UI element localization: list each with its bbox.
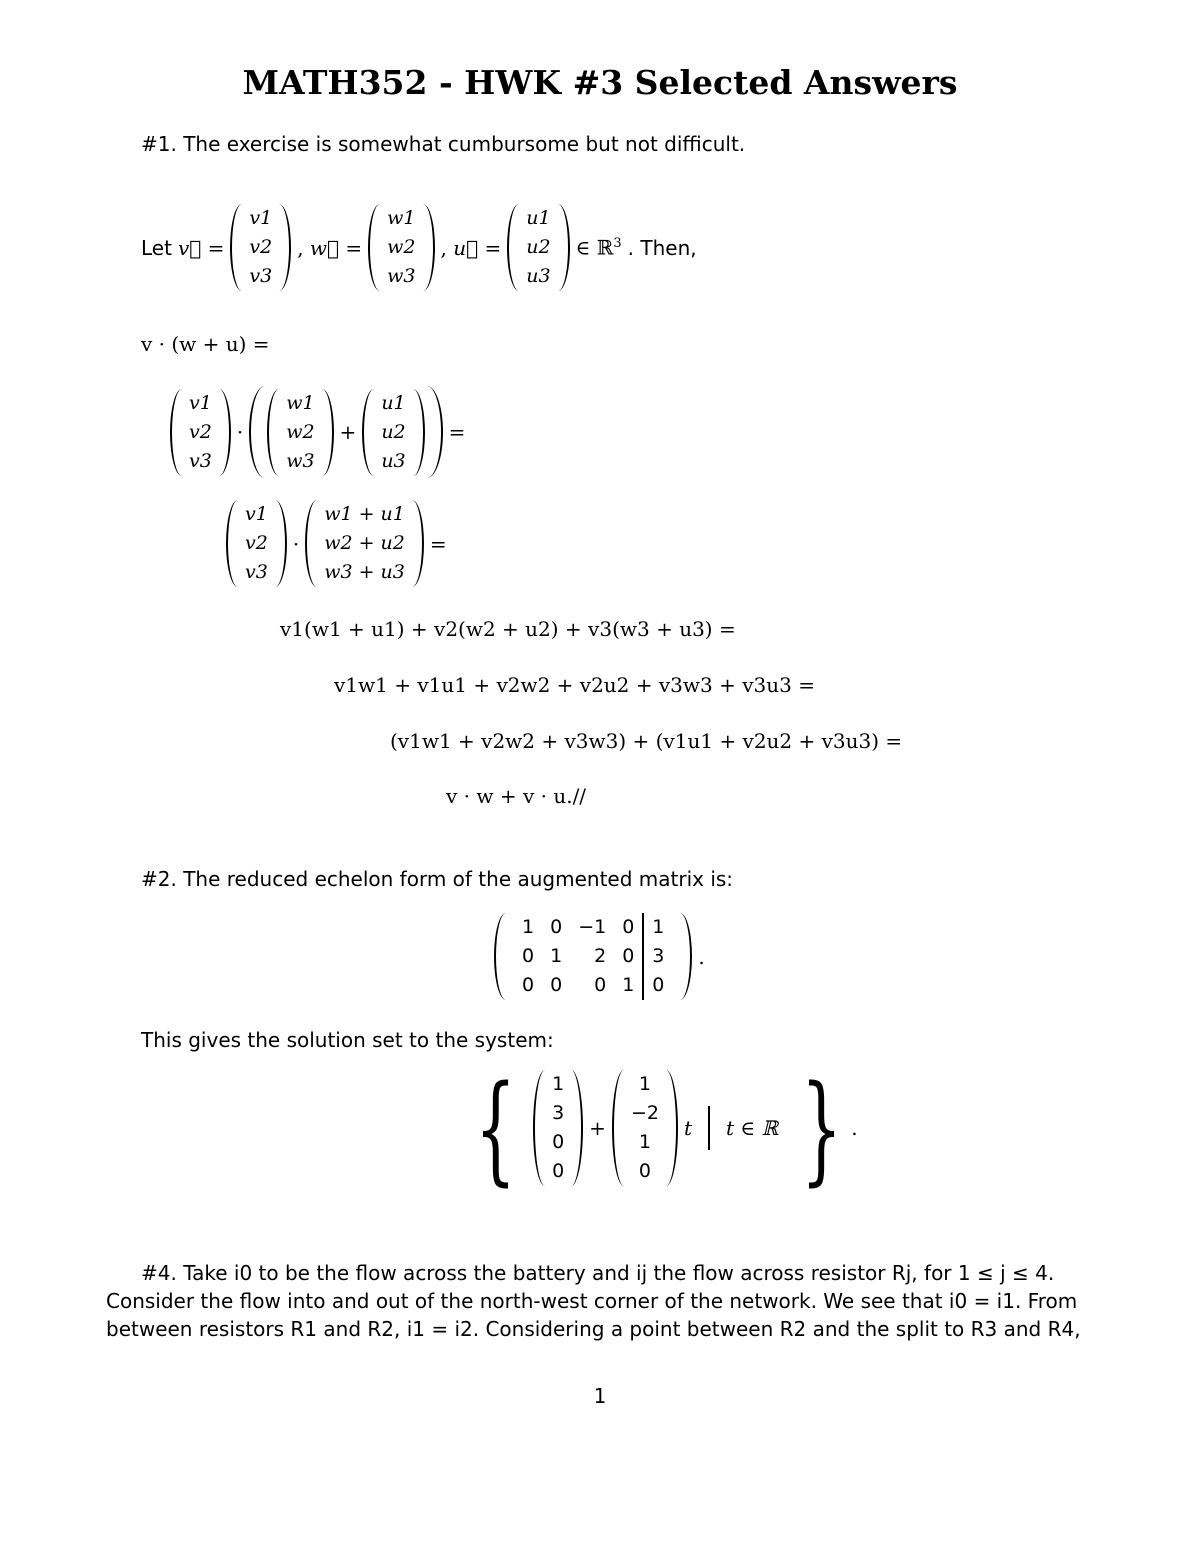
v-equals: v⃗ =: [177, 235, 225, 260]
problem-4-text-1: Take i0 to be the flow across the battery and ij the flow across resistor Rj, for 1 ≤ j ≤ 4.: [183, 1261, 1055, 1285]
u-equals: , u⃗ =: [440, 235, 502, 260]
sum-entry: w3 + u3: [324, 561, 405, 583]
vector-w: [267, 389, 333, 476]
equals: =: [429, 531, 447, 556]
v-entry: v3: [189, 449, 212, 472]
matrix-cell: 1: [522, 916, 535, 938]
w-entry: w3: [286, 449, 315, 472]
u-entry: u3: [381, 449, 406, 472]
vector-v: [170, 389, 231, 476]
page-number: 1: [593, 1384, 607, 1408]
problem-2-label: #2.: [141, 867, 177, 891]
matrix-cell: 0: [550, 974, 563, 996]
such-that-bar: [708, 1106, 710, 1150]
matrix-cell: 0: [642, 971, 672, 1000]
vector-v: [230, 204, 291, 291]
step-3: v1(w1 + u1) + v2(w2 + u2) + v3(w3 + u3) =: [280, 617, 736, 641]
v-entry: v2: [189, 420, 212, 443]
matrix-cell: 1: [550, 945, 563, 967]
matrix-cell: 2: [594, 945, 607, 967]
equals: =: [448, 420, 466, 444]
solution-vector-2: [612, 1070, 678, 1186]
vec-entry: 3: [552, 1102, 565, 1124]
vec-entry: 0: [552, 1160, 565, 1182]
matrix-cell: 0: [622, 916, 635, 938]
v-entry: v1: [189, 391, 212, 414]
vector-w: [368, 204, 434, 291]
period: .: [698, 944, 705, 969]
vector-v: [226, 500, 287, 587]
vector-definitions: [141, 204, 697, 291]
matrix-cell: 0: [522, 974, 535, 996]
v-entry: v1: [245, 503, 268, 525]
left-brace: {: [474, 1059, 517, 1197]
dot-product-line: v · (w + u) =: [141, 332, 270, 356]
sum-entry: w2 + u2: [324, 532, 405, 554]
vec-entry: 1: [552, 1073, 565, 1095]
problem-4-line-1: [141, 1263, 1054, 1283]
w-entry: w2: [286, 420, 315, 443]
vec-entry: −2: [630, 1102, 659, 1124]
matrix-cell: −1: [578, 916, 607, 938]
sum-entry: w1 + u1: [324, 503, 405, 525]
matrix-cell: 0: [550, 916, 563, 938]
matrix-cell: 0: [594, 974, 607, 996]
vector-u: [507, 204, 569, 291]
step-2: [226, 500, 453, 587]
problem-2-text: The reduced echelon form of the augmented matrix is:: [183, 867, 734, 891]
w-entry: w2: [387, 236, 416, 258]
vec-entry: 0: [552, 1131, 565, 1153]
vec-entry: 1: [638, 1131, 651, 1153]
vec-entry: 0: [638, 1160, 651, 1182]
solution-vector-1: [533, 1070, 583, 1186]
grouped-sum: [249, 386, 442, 478]
vector-u: [362, 389, 424, 476]
augmented-matrix: [494, 913, 711, 1000]
vector-sum: [305, 500, 424, 587]
dot-operator: ·: [292, 531, 300, 556]
period: .: [851, 1116, 858, 1140]
dot-operator: ·: [236, 420, 244, 444]
w-entry: w3: [387, 265, 416, 287]
matrix-cell: 1: [622, 974, 635, 996]
matrix-cell: 0: [522, 945, 535, 967]
parameter-condition: t ∈ ℝ: [726, 1116, 779, 1140]
step-5: (v1w1 + v2w2 + v3w3) + (v1u1 + v2u2 + v3u3) =: [390, 729, 903, 753]
matrix-cell: 1: [642, 913, 672, 942]
u-entry: u3: [526, 265, 551, 287]
problem-1-label: #1.: [141, 132, 177, 156]
v-entry: v3: [249, 265, 273, 287]
problem-2-intro: [141, 869, 733, 889]
u-entry: u1: [526, 207, 551, 229]
then-word: . Then,: [627, 235, 697, 260]
parameter: t: [683, 1116, 692, 1140]
v-entry: v2: [245, 532, 268, 554]
solution-intro: This gives the solution set to the system:: [141, 1028, 554, 1052]
problem-4-line-2: Consider the flow into and out of the north-west corner of the network. We see that i0 = i1. From: [106, 1289, 1078, 1313]
vec-entry: 1: [638, 1073, 651, 1095]
problem-1-intro: [141, 134, 745, 154]
problem-4-line-3: between resistors R1 and R2, i1 = i2. Considering a point between R2 and the split to R3 and R4,: [106, 1317, 1081, 1341]
matrix-cell: 0: [622, 945, 635, 967]
matrix-cell: 3: [642, 942, 672, 971]
v-entry: v3: [245, 561, 268, 583]
step-1: [170, 386, 471, 478]
u-entry: u2: [526, 236, 551, 258]
page-title: MATH352 - HWK #3 Selected Answers: [242, 63, 958, 102]
matrix-body: [494, 913, 692, 1000]
u-entry: u2: [381, 420, 406, 443]
w-equals: , w⃗ =: [297, 235, 363, 260]
in-r3: ∈ ℝ$^3$: [575, 235, 622, 260]
problem-1-text: The exercise is somewhat cumbursome but not difficult.: [183, 132, 746, 156]
matrix-grid: [508, 913, 678, 1000]
problem-4-label: #4.: [141, 1261, 177, 1285]
v-entry: v1: [249, 207, 273, 229]
w-entry: w1: [286, 391, 315, 414]
step-4: v1w1 + v1u1 + v2w2 + v2u2 + v3w3 + v3u3 =: [334, 673, 815, 697]
v-entry: v2: [249, 236, 273, 258]
let-word: Let: [141, 235, 172, 260]
u-entry: u1: [381, 391, 406, 414]
right-brace: }: [801, 1059, 843, 1197]
step-6: v · w + v · u.//: [446, 784, 587, 808]
w-entry: w1: [387, 207, 416, 229]
plus-operator: +: [339, 420, 357, 444]
plus-operator: +: [589, 1116, 606, 1140]
solution-set: [458, 1059, 864, 1197]
